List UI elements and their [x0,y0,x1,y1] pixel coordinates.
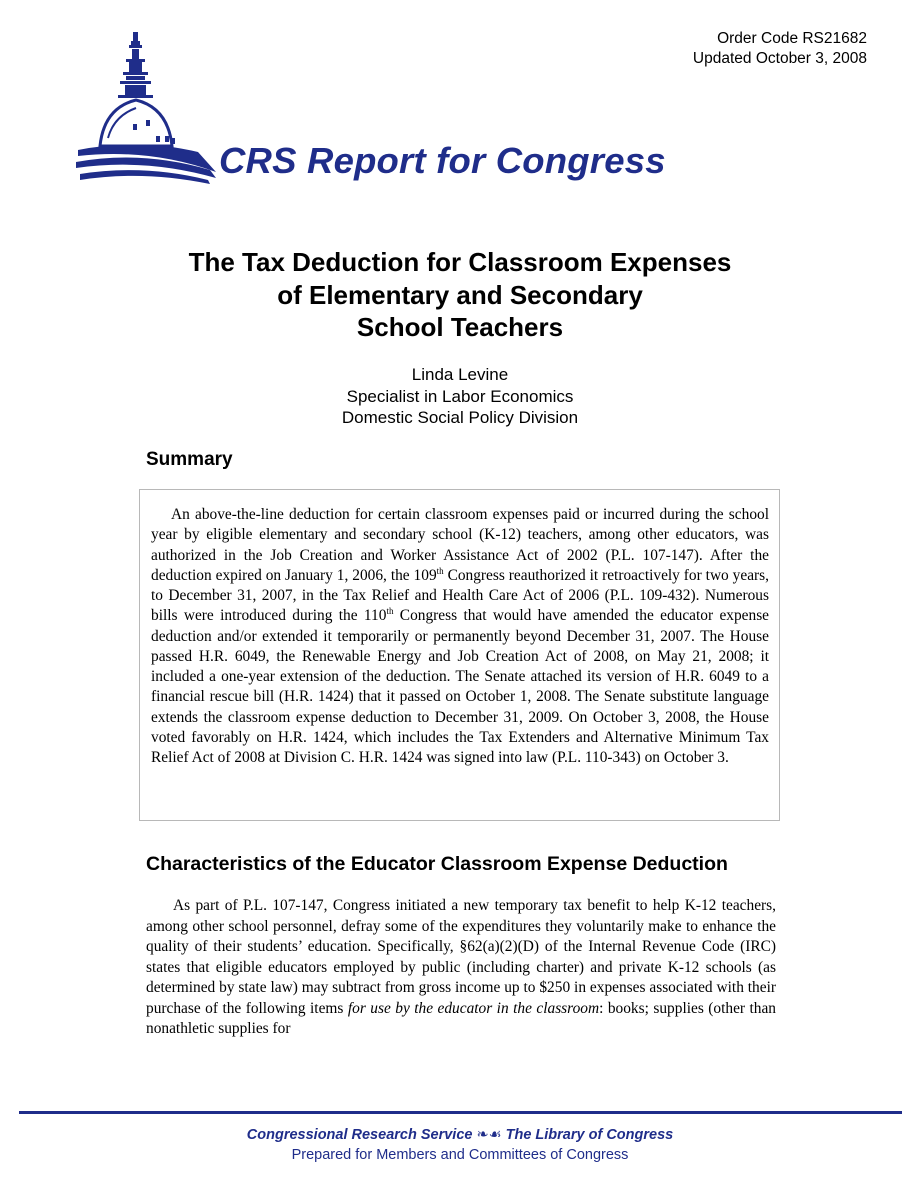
title-line: School Teachers [356,312,564,342]
author-block [0,364,920,429]
section-heading: Characteristics of the Educator Classroom Expense Deduction [146,853,728,875]
section-paragraph [146,896,776,1040]
section-text-end: : books; supplies (other than nonathletic supplies for [146,999,776,1037]
footer-ornament: ❧☙ [476,1127,502,1143]
section-italic-text: for use by the educator in the classroom [347,999,600,1017]
ordinal-suffix: th [436,565,444,576]
capitol-dome-icon [70,28,230,188]
order-code-block [693,29,867,69]
order-code: Order Code RS21682 [717,30,867,47]
report-title [0,246,920,344]
author-position: Specialist in Labor Economics [346,386,574,406]
summary-text-part: Congress reauthorized it retroactively for two years, to December 31, 2007, in the Tax Relief and Health Care Act of 2006 (P.L. 109-432). Numerous bills were introduced during the 110 [151,566,769,625]
summary-paragraph [151,505,769,768]
brand-name: CRS Report for Congress [219,140,666,181]
section-text: As part of P.L. 107-147, Congress initiated a new temporary tax benefit to help K-12 teachers, among other school personnel, defray some of the expenditures they voluntarily make to enhance the quality of their students’ education. Specifically, §62(a)(2)(D) of the Internal Revenue Code (IRC) states that eligible educators employed by public (including charter) and private K-12 schools (as determined by state law) may subtract from gross income up to $250 in expenses associated with their purchase of the following items [146,897,776,1017]
author-division: Domestic Social Policy Division [341,408,579,427]
summary-heading: Summary [146,449,233,470]
footer-rule [19,1111,902,1114]
title-line: of Elementary and Secondary [277,279,643,310]
author-name: Linda Levine [411,365,509,384]
ordinal-suffix: th [386,606,394,617]
summary-text-part: Congress that would have amended the educator expense deduction and/or extended it temporarily or permanently beyond December 31, 2007. The House passed H.R. 6049, the Renewable Energy and Job Creation Act of 2008, on May 21, 2008; it included a one-year extension of the deduction. The Senate attached its version of H.R. 6049 to a financial rescue bill (H.R. 1424) that it passed on October 1, 2008. The Senate substitute language extends the classroom expense deduction to December 31, 2009. On October 3, 2008, the House voted favorably on H.R. 1424, which includes the Tax Extenders and Alternative Minimum Tax Relief Act of 2008 at Division C. H.R. 1424 was signed into law (P.L. 110-343) on October 3. [151,607,770,766]
footer-crs: Congressional Research Service [246,1127,473,1143]
footer [0,1125,920,1165]
footer-prepared: Prepared for Members and Committees of Congress [291,1147,629,1163]
footer-loc: The Library of Congress [505,1127,674,1143]
title-line: The Tax Deduction for Classroom Expenses [188,247,732,277]
updated-date: Updated October 3, 2008 [692,50,867,67]
summary-text-part: An above-the-line deduction for certain classroom expenses paid or incurred during the school year by eligible elementary and secondary school (K-12) teachers, among other educators, was authorized in the Job Creation and Worker Assistance Act of 2002 (P.L. 107-147). After the deduction expired on January 1, 2006, the 109 [151,506,769,584]
